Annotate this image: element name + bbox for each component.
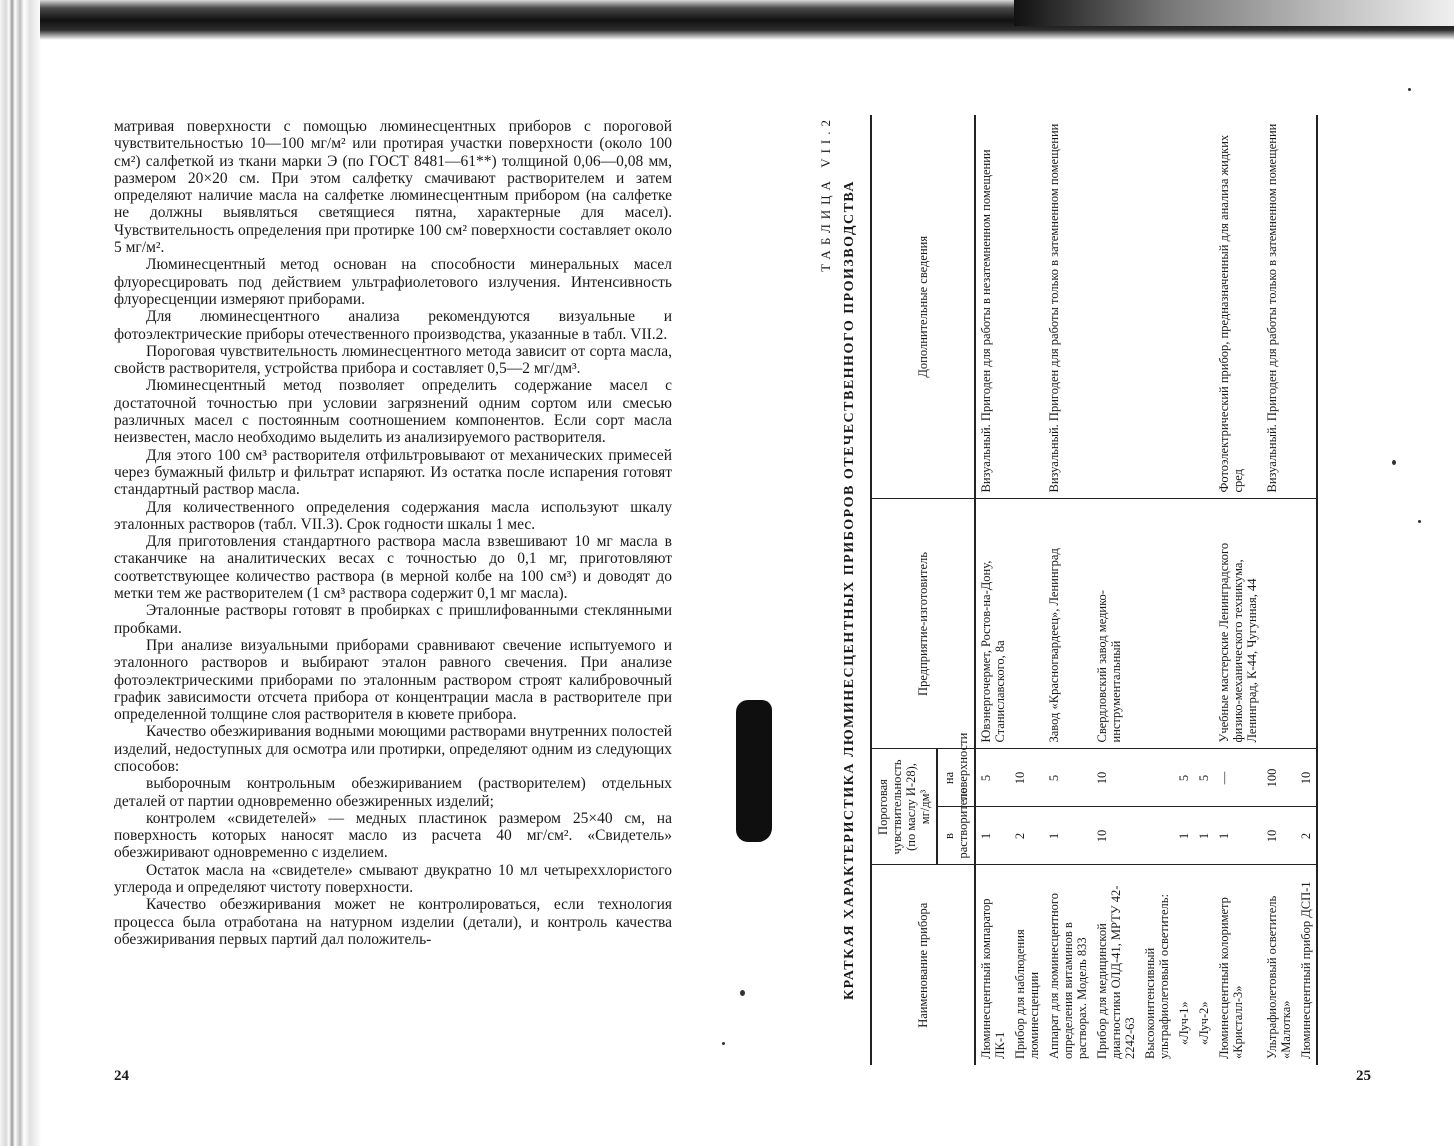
paragraph: Качество обезжиривания водными моющими растворами внутренних полостей изделий, недоступных для осмотра или протирки, определяют одним из следующих способов: [114,723,672,775]
cell-device: «Луч-2» [1194,865,1214,1065]
paragraph: матривая поверхности с помощью люминесцентных приборов с пороговой чувствительностью 10—100 мг/м² или протирая участки поверхности (около 100 см²) салфеткой из ткани марки Э (по ГОСТ 8481—61**) толщиной 0,06—0,08 мм, размером 20×20 см. При этом салфетку смачивают растворителем и затем определяют наличие масла на салфетке люминесцентным прибором (на салфетке не должны выявляться светящиеся пятна, характерные для масел). Чувствительность определения при протирке 100 см² поверхности составляет около 5 мг/м². [114,118,672,257]
table-row [1214,115,1262,1065]
right-page-table-block [818,115,1378,1065]
cell-on-surface: 10 [1296,749,1317,807]
cell-device: Прибор для медицинской диагностики ОЛД-41, МРТУ 42-2242-63 [1092,865,1140,1065]
cell-manufacturer [1194,499,1214,749]
cell-notes [1194,115,1214,499]
cell-device: Люминесцентный колориметр «Кристалл-3» [1214,865,1262,1065]
cell-in-solvent: 1 [1214,807,1262,865]
table-row [1174,115,1194,1065]
left-page-text [114,118,672,1048]
table-row [1262,115,1296,1065]
paragraph: Качество обезжиривания может не контролироваться, если технология процесса была отработана на натурном изделии (детали), и контроль качества обезжиривания первых партий дал положитель- [114,896,672,948]
cell-notes: Визуальный. Пригоден для работы в незатемненном помещении [979,149,993,493]
paragraph: Пороговая чувствительность люминесцентного метода зависит от сорта масла, свойств растворителя, устройства прибора и составляет 0,5—2 мг/дм³. [114,342,672,378]
paragraph: Остаток масла на «свидетеле» смывают двукратно 10 мл четыреххлористого углерода и определяют чистоту поверхности. [114,861,672,897]
header-in-solvent: в растворителе [937,807,975,865]
device-table [870,115,1318,1065]
cell-device: Прибор для наблюдения люминесценции [1010,865,1044,1065]
cell-notes [1010,115,1044,499]
cell-device: Люминесцентный компаратор ЛК-1 [975,865,1010,1065]
header-sensitivity: Пороговая чувствительность (по маслу И-28), мг/дм³ [871,749,937,865]
cell-device: Аппарат для люминесцентного определения витаминов в растворах. Модель 833 [1044,865,1092,1065]
table-row [1044,115,1092,1065]
cell-manufacturer: Ювэнергочермет, Ростов-на-Дону, Станиславского, 8а [975,499,1010,749]
book-binding-shadow [0,0,42,1146]
cell-manufacturer [1174,499,1194,749]
cell-in-solvent: 10 [1092,807,1140,865]
cell-in-solvent: 1 [975,807,1010,865]
cell-notes: Фотоэлектрический прибор, предназначенный для анализа жидких сред [1217,134,1245,493]
cell-on-surface: 10 [1010,749,1044,807]
header-notes: Дополнительные сведения [871,115,975,499]
cell-on-surface: 5 [975,749,1010,807]
table-row [975,115,1010,1065]
cell-in-solvent: 1 [1194,807,1214,865]
table-title: КРАТКАЯ ХАРАКТЕРИСТИКА ЛЮМИНЕСЦЕНТНЫХ ПРИБОРОВ ОТЕЧЕСТВЕННОГО ПРОИЗВОДСТВА [842,180,857,1001]
cell-device: Ультрафиолетовый осветитель «Малотка» [1262,865,1296,1065]
cell-on-surface: 5 [1044,749,1092,807]
cell-manufacturer [1296,499,1317,749]
header-on-surface: на поверхности [937,749,975,807]
scan-top-edge-right [1014,0,1454,26]
dust-speck [740,990,745,996]
table-label: ТАБЛИЦА VII.2 [818,115,833,272]
cell-in-solvent [1140,807,1174,865]
cell-device: Высокоинтенсивный ультрафиолетовый осветитель: [1140,865,1174,1065]
paragraph: Для количественного определения содержания масла используют шкалу эталонных растворов (табл. VII.3). Срок годности шкалы 1 мес. [114,498,672,533]
page-number-right: 25 [1356,1068,1371,1084]
cell-on-surface: 5 [1174,749,1194,807]
cell-device: Люминесцентный прибор ДСП-1 [1296,865,1317,1065]
dust-speck [722,1042,725,1045]
ink-smudge [736,700,772,842]
cell-on-surface [1140,749,1174,807]
cell-device: «Луч-1» [1174,865,1194,1065]
cell-notes [1296,115,1317,499]
paragraph: Люминесцентный метод основан на способности минеральных масел флуоресцировать под действием ультрафиолетового излучения. Интенсивность флуоресценции измеряют приборами. [114,256,672,308]
table-row [1194,115,1214,1065]
cell-notes [1092,115,1140,499]
paragraph: Люминесцентный метод позволяет определить содержание масел с достаточной точностью при условии загрязнений одним сортом или смесью различных масел с постоянным соотношением компонентов. Если сорт масла неизвестен, масло необходимо выделить из анализируемого растворителя. [114,377,672,447]
cell-notes: Визуальный. Пригоден для работы только в затемненном помещении [1265,123,1279,493]
page-number-left: 24 [114,1068,129,1084]
paragraph: Эталонные растворы готовят в пробирках с пришлифованными стеклянными пробками. [114,602,672,637]
cell-on-surface: 100 [1262,749,1296,807]
paragraph: Для люминесцентного анализа рекомендуются визуальные и фотоэлектрические приборы отечественного производства, указанные в табл. VII.2. [114,308,672,343]
header-manufacturer: Предприятие-изготовитель [871,499,975,749]
cell-manufacturer: Учебные мастерские Ленинградского физико-механического техникума, Ленинград, К-44, Чугунная, 44 [1214,499,1262,749]
dust-speck [1418,520,1421,523]
cell-on-surface: — [1214,749,1262,807]
header-device: Наименование прибора [871,865,975,1065]
cell-notes [1140,115,1174,499]
cell-manufacturer: Завод «Красногвардеец», Ленинград [1044,499,1092,749]
paragraph: выборочным контрольным обезжириванием (растворителем) отдельных деталей от партии одновременно обезжиренных изделий; [114,775,672,810]
paragraph: Для этого 100 см³ растворителя отфильтровывают от механических примесей через бумажный фильтр и фильтрат испаряют. Из остатка после испарения готовят стандартный раствор масла. [114,446,672,499]
cell-manufacturer [1140,499,1174,749]
cell-on-surface: 5 [1194,749,1214,807]
cell-notes: Визуальный. Пригоден для работы только в затемненном помещении [1047,123,1061,493]
table-row [1010,115,1044,1065]
paragraph: При анализе визуальными приборами сравнивают свечение испытуемого и эталонного растворов и выбирают эталон равного свечения. При анализе фотоэлектрическими приборами по эталонным раствором строят калибровочный график зависимости отсчета прибора от концентрации масла в растворителе при определенной толщине слоя растворителя в кювете прибора. [114,636,672,724]
cell-manufacturer [1262,499,1296,749]
cell-manufacturer: Свердловский завод медико-инструментальный [1092,499,1140,749]
cell-manufacturer [1010,499,1044,749]
table-row [1092,115,1140,1065]
table-row [1296,115,1317,1065]
cell-in-solvent: 1 [1044,807,1092,865]
paragraph: Для приготовления стандартного раствора масла взвешивают 10 мг масла в стаканчике на аналитических весах с точностью до 0,1 мг, приготовляют соответствующее количество раствора (в мерной колбе на 100 см³) и доводят до метки тем же растворителем (1 см³ раствора содержит 0,1 мг масла). [114,533,672,603]
paragraph: контролем «свидетелей» — медных пластинок размером 25×40 см, на поверхность которых наносят масло из расчета 40 мг/см². «Свидетель» обезжиривают одновременно с изделием. [114,809,672,862]
cell-on-surface: 10 [1092,749,1140,807]
cell-in-solvent: 1 [1174,807,1194,865]
dust-speck [1392,460,1396,465]
cell-in-solvent: 10 [1262,807,1296,865]
table-row [1140,115,1174,1065]
dust-speck [1408,88,1411,91]
cell-in-solvent: 2 [1010,807,1044,865]
cell-in-solvent: 2 [1296,807,1317,865]
cell-notes [1174,115,1194,499]
